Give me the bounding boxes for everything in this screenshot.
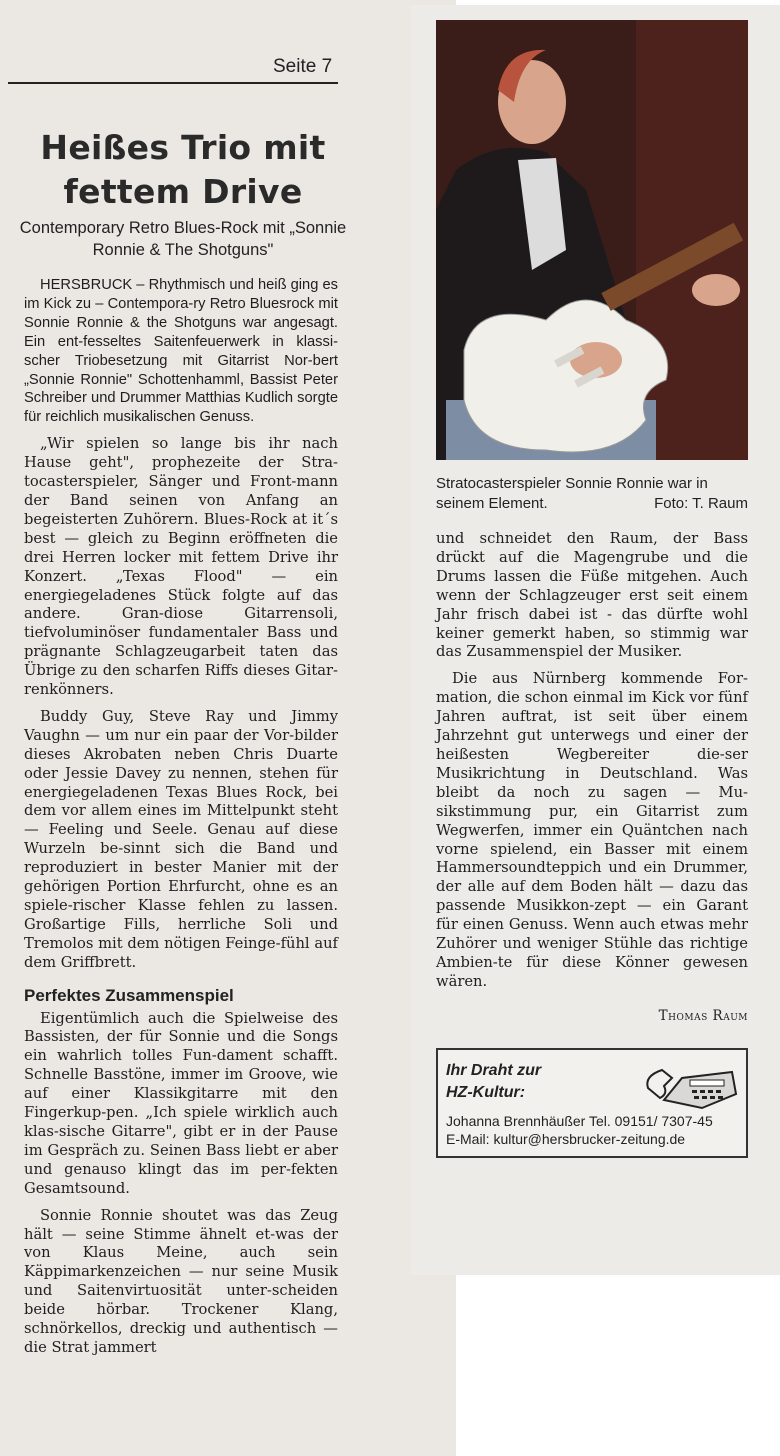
- info-box-title-line1: Ihr Draht zur: [446, 1062, 542, 1079]
- contact-name-phone: Johanna Brennhäußer Tel. 09151/ 7307-45: [446, 1113, 713, 1129]
- telephone-icon: [642, 1058, 738, 1114]
- article-paragraph: und schneidet den Raum, der Bass drückt auf die Magengrube und die Drums lassen die Füße mitgehen. Auch wenn der Schlagzeuger erst seit einem Jahr frisch dabei ist - das dürfte wohl keiner gemerkt haben, so stimmig war das Zusammenspiel der Musiker.: [436, 530, 748, 661]
- article-author: Thomas Raum: [658, 1008, 748, 1024]
- article-paragraph: HERSBRUCK – Rhythmisch und heiß ging es im Kick zu – Contempora-ry Retro Bluesrock mit Sonnie Ronnie & the Shotguns war angesagt. Ein ent-fesseltes Saitenfeuerwerk in klassi-scher Triobesetzung mit Gitarrist Nor-bert „Sonnie Ronnie" Schottenhamml, Bassist Peter Schreiber und Drummer Matthias Kudlich sorgte für reichlich musikalischen Genuss.: [24, 277, 338, 426]
- caption-text: Stratocasterspieler Sonnie Ronnie war in seinem Element.: [436, 475, 708, 512]
- info-box-title: [446, 1060, 541, 1104]
- page-number: Seite 7: [273, 56, 333, 77]
- concert-photo: [436, 20, 748, 460]
- contact-info-box: [436, 1048, 748, 1158]
- article-paragraph: Buddy Guy, Steve Ray und Jimmy Vaughn — um nur ein paar der Vor-bilder dieses Akrobaten neben Chris Duarte oder Jessie Davey zu nennen, stehen für energiegeladenen Texas Blues Rock, bei dem vor allem eines im Mittelpunkt steht — Feeling und Seele. Genau auf diese Wurzeln be-sinnt sich die Band und reproduziert in bester Manier mit der gehörigen Portion Ehrfurcht, ohne es an spiele-rischer Klasse fehlen zu lassen. Großartige Fills, herrliche Soli und Tremolos mit dem nötigen Feinge-fühl auf dem Griffbrett.: [24, 707, 338, 971]
- info-box-title-line2: HZ-Kultur:: [446, 1084, 526, 1101]
- article-paragraph: Eigentümlich auch die Spielweise des Bassisten, der für Sonnie und die Songs ein wahrlich tolles Fun-dament schafft. Schnelle Basstöne, immer im Groove, wie auf einer Klassikgitarre mit den Fingerkup-pen. „Ich spiele wirklich auch klas-sische Gitarre", gibt er in der Pause im Gespräch zu. Seinen Bass liebt er aber und genauso klingt das im per-fekten Gesamtsound.: [24, 1009, 338, 1197]
- article-subheadline: Contemporary Retro Blues-Rock mit „Sonnie Ronnie & The Shotguns": [19, 219, 347, 259]
- article-paragraph: „Wir spielen so lange bis ihr nach Hause geht", prophezeite der Stra-tocasterspieler, Sänger und Front-mann der Band seinen von Anfang an begeisterten Zuhörern. Blues-Rock at it´s best — gleich zu Beginn eröffneten die drei Herren locker mit fettem Drive ihr Konzert. „Texas Flood" — ein energiegeladenes Stück folgte auf das andere. Gran-diose Gitarrensoli, tiefvoluminöser fundamentaler Bass und prägnante Schlagzeugarbeit taten das Übrige zu den scharfen Riffs dieses Gitar-renkönners.: [24, 435, 338, 699]
- contact-email: E-Mail: kultur@hersbrucker-zeitung.de: [446, 1131, 686, 1147]
- guitarist-illustration: [436, 20, 748, 460]
- section-heading: Perfektes Zusammenspiel: [24, 985, 234, 1005]
- article-paragraph: Sonnie Ronnie shoutet was das Zeug hält — seine Stimme ähnelt et-was der von Klaus Meine, auch sein Käppimarkenzeichen — nur seine Musik und Saitenvirtuosität unter-scheiden beide hörbar. Trockener Klang, schnörkellos, dreckig und authentisch — die Strat jammert: [24, 1206, 338, 1356]
- photo-credit: Foto: T. Raum: [654, 495, 748, 512]
- article-column-left: [24, 276, 338, 1366]
- article-column-right: [436, 530, 748, 1000]
- top-rule: [8, 82, 338, 84]
- photo-caption: [436, 474, 748, 514]
- article-paragraph: Die aus Nürnberg kommende For-mation, die schon einmal im Kick vor fünf Jahren auftrat, ist seit über einem Jahrzehnt gut unterwegs und einer der heißesten Wegbereiter die-ser Musikrichtung in Deutschland. Was bleibt da noch zu sagen — Mu-sikstimmung pur, ein Gitarrist zum Wegwerfen, immer ein Quäntchen nach vorne spielend, ein Basser mit einem Hammersoundteppich und ein Drummer, der alle auf dem Boden hält — dazu das passende Musikkon-zept — ein Garant für einen Genuss. Wenn auch etwas mehr Zuhörer und weniger Stühle das richtige Ambien-te für diese Könner gewesen wären.: [436, 670, 748, 990]
- article-headline: Heißes Trio mit fettem Drive: [40, 128, 326, 211]
- info-box-contact: [446, 1112, 713, 1148]
